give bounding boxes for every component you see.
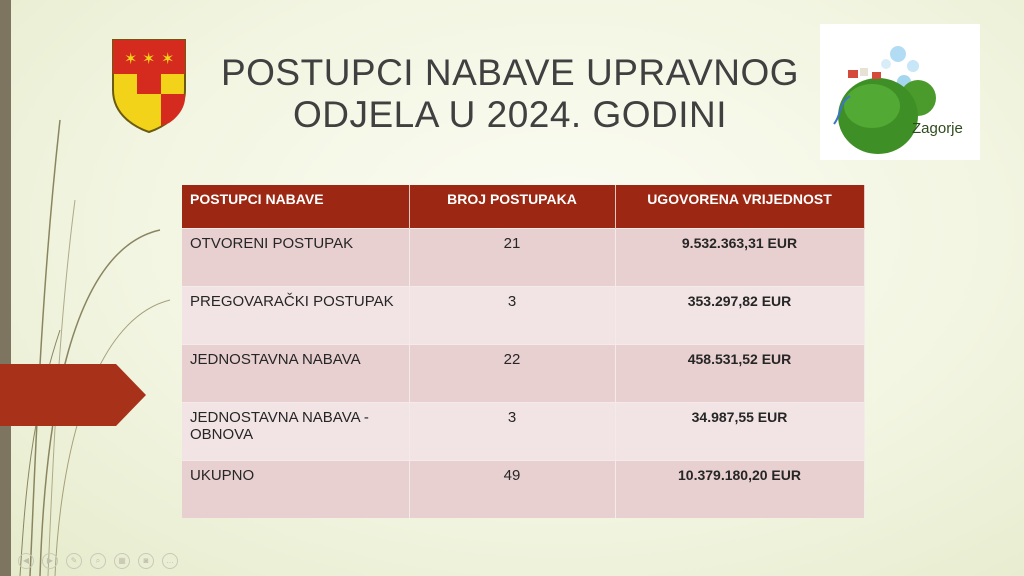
svg-text:✶: ✶ [142, 49, 156, 68]
cell-count: 21 [409, 228, 615, 286]
cell-value: 10.379.180,20 EUR [615, 460, 864, 518]
table-row [182, 286, 864, 344]
page-title: POSTUPCI NABAVE UPRAVNOG ODJELA U 2024. GODINI [220, 52, 800, 135]
header-procedures: POSTUPCI NABAVE [182, 185, 409, 228]
table-row [182, 228, 864, 286]
table-row [182, 344, 864, 402]
cell-procedure: JEDNOSTAVNA NABAVA - OBNOVA [182, 402, 409, 460]
header-value: UGOVORENA VRIJEDNOST [615, 185, 864, 228]
zagorje-logo [820, 24, 980, 160]
procurement-table [182, 185, 865, 518]
svg-text:✶: ✶ [124, 49, 138, 68]
cell-procedure: UKUPNO [182, 460, 409, 518]
table-header-row [182, 185, 864, 228]
camera-icon[interactable]: ◙ [138, 553, 154, 569]
cell-value: 34.987,55 EUR [615, 402, 864, 460]
cell-count: 3 [409, 286, 615, 344]
cell-count: 3 [409, 402, 615, 460]
svg-text:✶: ✶ [161, 49, 175, 68]
cell-procedure: JEDNOSTAVNA NABAVA [182, 344, 409, 402]
logo-text: Zagorje [912, 120, 963, 137]
cell-count: 22 [409, 344, 615, 402]
cell-procedure: OTVORENI POSTUPAK [182, 228, 409, 286]
prev-icon[interactable]: ◀ [18, 553, 34, 569]
coat-of-arms-icon [111, 38, 187, 134]
cell-value: 9.532.363,31 EUR [615, 228, 864, 286]
header-count: BROJ POSTUPAKA [409, 185, 615, 228]
slides-icon[interactable]: ▦ [114, 553, 130, 569]
more-icon[interactable]: … [162, 553, 178, 569]
play-icon[interactable]: ▶ [42, 553, 58, 569]
red-arrow-shape [0, 364, 146, 426]
table-row-total [182, 460, 864, 518]
zoom-icon[interactable]: ⌕ [90, 553, 106, 569]
table-row [182, 402, 864, 460]
cell-value: 458.531,52 EUR [615, 344, 864, 402]
slideshow-controls [18, 553, 178, 569]
pen-icon[interactable]: ✎ [66, 553, 82, 569]
hills-logo-icon [820, 24, 980, 160]
cell-procedure: PREGOVARAČKI POSTUPAK [182, 286, 409, 344]
cell-count: 49 [409, 460, 615, 518]
cell-value: 353.297,82 EUR [615, 286, 864, 344]
